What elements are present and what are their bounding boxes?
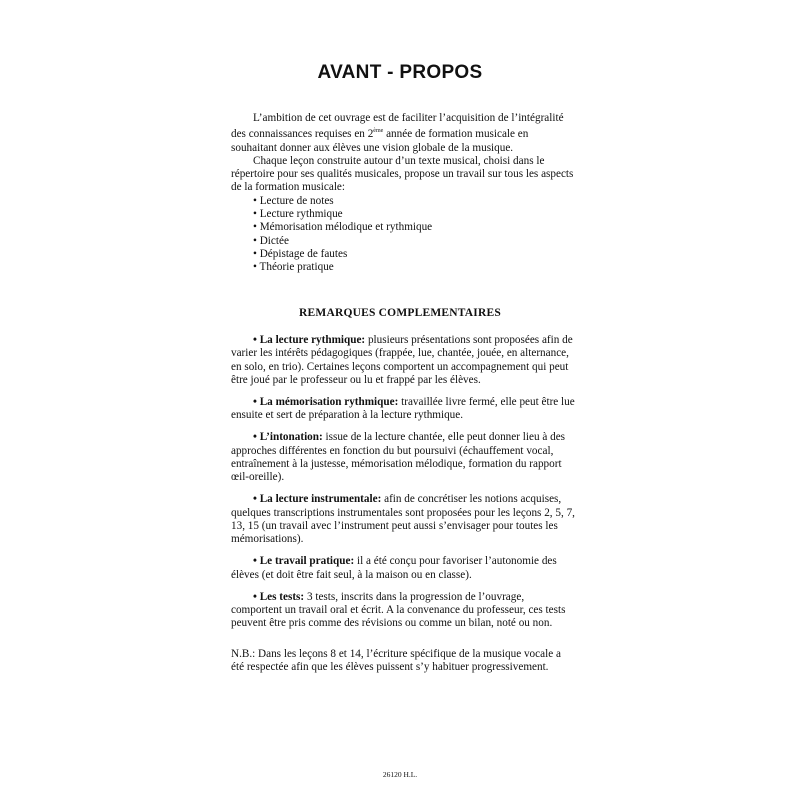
intro-paragraph-1: L’ambition de cet ouvrage est de faciliter l’acquisition de l’intégralité des connaissances requises en 2ème année de formation musicale en souhaitant donner aux élèves une vision globale de la musique. bbox=[231, 112, 564, 154]
remark-travail-pratique: • Le travail pratique: il a été conçu pour favoriser l’autonomie des élèves (et doit être fait seul, à la maison ou en classe). bbox=[231, 555, 557, 581]
training-list bbox=[231, 195, 576, 275]
list-item: • Théorie pratique bbox=[253, 261, 334, 274]
list-item: • Lecture rythmique bbox=[253, 208, 343, 221]
page-footer-reference: 26120 H.L. bbox=[382, 770, 418, 779]
remark-memorisation-rythmique: • La mémorisation rythmique: travaillée livre fermé, elle peut être lue ensuite et sert de préparation à la lecture rythmique. bbox=[231, 395, 575, 422]
intro-paragraph-2: Chaque leçon construite autour d’un texte musical, choisi dans le répertoire pour ses qualités musicales, propose un travail sur tous les aspects de la formation musicale: bbox=[231, 154, 574, 194]
list-item: • Dépistage de fautes bbox=[253, 247, 348, 260]
superscript: ème bbox=[373, 128, 384, 135]
section-heading: REMARQUES COMPLEMENTAIRES bbox=[299, 307, 501, 319]
remark-lecture-rythmique: • La lecture rythmique: plusieurs présentations sont proposées afin de varier les intérêts pédagogiques (frappée, lue, chantée, jouée, en alternance, en solo, en trio). Certaines leçons comportent un accompagnement qui peut être joué par le professeur ou lu et frappé par les élèves. bbox=[231, 334, 573, 386]
remark-intonation: • L’intonation: issue de la lecture chantée, elle peut donner lieu à des approches différentes en fonction du but poursuivi (échauffement vocal, entraînement à la justesse, mémorisation mélodique, formation du rapport œil-oreille). bbox=[231, 431, 566, 484]
list-item: • Dictée bbox=[253, 234, 289, 247]
nota-bene: N.B.: Dans les leçons 8 et 14, l’écriture spécifique de la musique vocale a été respectée afin que les élèves puissent s’y habituer progressivement. bbox=[231, 648, 561, 674]
remark-lecture-instrumentale: • La lecture instrumentale: afin de concrétiser les notions acquises, quelques transcriptions instrumentales sont proposées pour les leçons 2, 5, 7, 13, 15 (un travail avec l’instrument peut aussi s’envisager pour toutes les mémorisations). bbox=[231, 493, 575, 546]
list-item: • Mémorisation mélodique et rythmique bbox=[253, 221, 433, 234]
page-title: AVANT - PROPOS bbox=[317, 62, 483, 83]
list-item: • Lecture de notes bbox=[253, 194, 334, 207]
remarks-section bbox=[231, 334, 576, 639]
remark-tests: • Les tests: 3 tests, inscrits dans la progression de l’ouvrage, comportent un travail oral et écrit. A la convenance du professeur, ces tests peuvent être pris comme des révisions ou comme un bilan, noté ou non. bbox=[231, 590, 566, 630]
intro-section bbox=[231, 112, 576, 275]
